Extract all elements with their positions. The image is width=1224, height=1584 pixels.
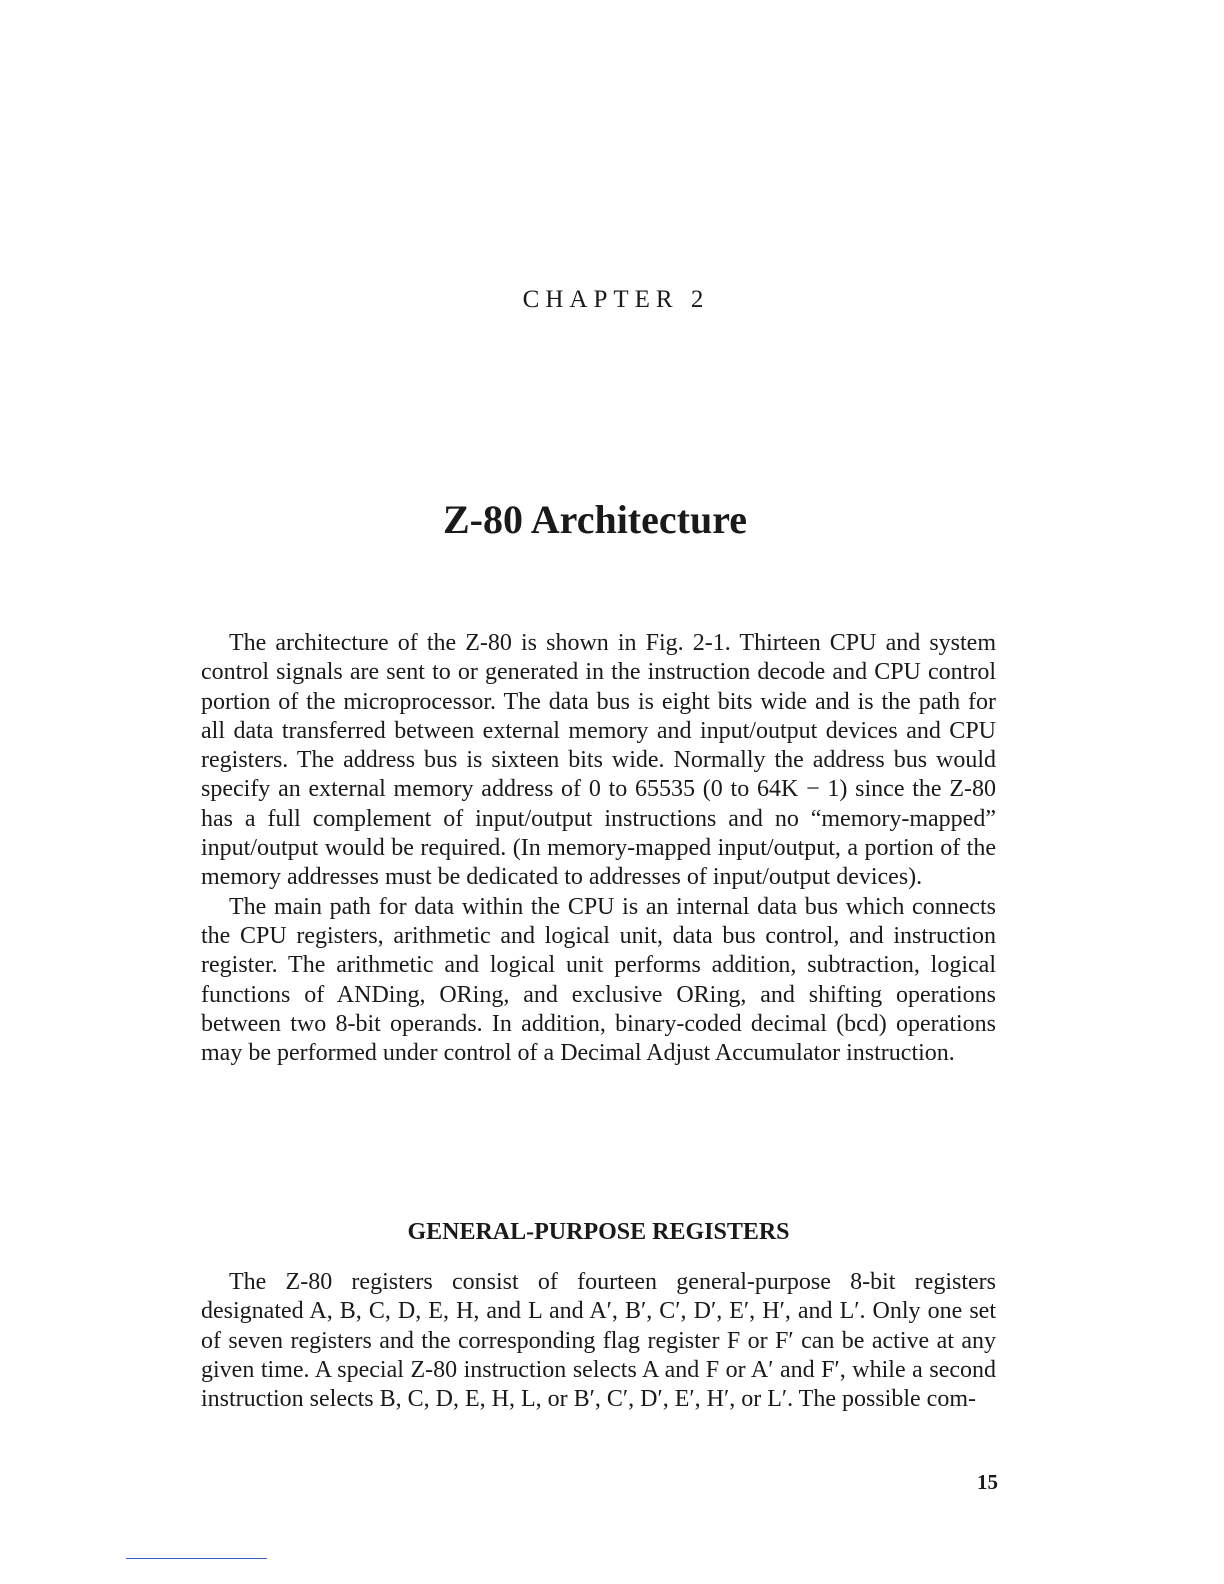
chapter-label: CHAPTER 2 [522, 286, 710, 313]
footer-rule [126, 1558, 267, 1559]
intro-paragraph-2: The main path for data within the CPU is an internal data bus which connects the CPU registers, arithmetic and logical unit, data bus control, and instruction register. The arithmetic and logical unit performs addition, subtraction, logical functions of ANDing, ORing, and exclusive ORing, and shifting operations between two 8-bit operands. In addition, binary-coded decimal (bcd) operations may be performed under control of a Decimal Adjust Accumulator instruction. [201, 893, 996, 1067]
intro-body [201, 629, 996, 1068]
section-body [201, 1268, 996, 1414]
section-heading: GENERAL-PURPOSE REGISTERS [407, 1219, 790, 1245]
page-number: 15 [977, 1470, 998, 1494]
intro-paragraph-1: The architecture of the Z-80 is shown in Fig. 2-1. Thirteen CPU and system control signals are sent to or generated in the instruction decode and CPU control portion of the microprocessor. The data bus is eight bits wide and is the path for all data transferred between external memory and input/output devices and CPU registers. The address bus is sixteen bits wide. Normally the address bus would specify an external memory address of 0 to 65535 (0 to 64K − 1) since the Z-80 has a full complement of input/output instructions and no “memory-mapped” input/output would be required. (In memory-mapped input/output, a portion of the memory addresses must be dedicated to addresses of input/output devices). [201, 630, 996, 891]
chapter-title: Z-80 Architecture [442, 497, 747, 542]
section-paragraph-1: The Z-80 registers consist of fourteen general-purpose 8-bit registers designated A, B, C, D, E, H, and L and A′, B′, C′, D′, E′, H′, and L′. Only one set of seven registers and the corresponding flag register F or F′ can be active at any given time. A special Z-80 instruction selects A and F or A′ and F′, while a second instruction selects B, C, D, E, H, L, or B′, C′, D′, E′, H′, or L′. The possible com- [201, 1269, 996, 1413]
